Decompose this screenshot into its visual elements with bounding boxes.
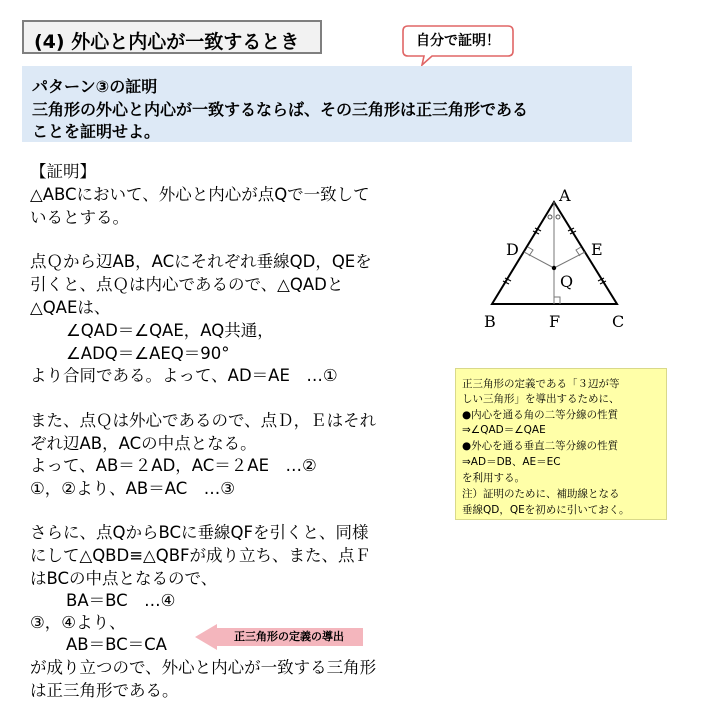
proof-line: 引くと、点Ｑは内心であるので、△QADと xyxy=(30,275,344,294)
proof-line: より合同である。よって、AD＝AE …① xyxy=(30,366,338,385)
proof-line: よって、AB＝２AD，AC＝２AE …② xyxy=(30,456,317,475)
problem-line-1: 三角形の外心と内心が一致するならば、その三角形は正三角形である xyxy=(32,100,529,119)
definition-arrow xyxy=(195,624,363,650)
note-box xyxy=(455,368,667,520)
section-title-box xyxy=(22,20,322,54)
proof-line: にして△QBD≡△QBFが成り立ち、また、点Ｆ xyxy=(30,546,372,565)
proof-line: AB＝BC＝CA xyxy=(66,635,167,654)
point-label-f: F xyxy=(549,312,561,331)
callout-bubble xyxy=(402,25,514,57)
section-title: (4) 外心と内心が一致するとき xyxy=(34,31,300,53)
proof-line: ∠QAD＝∠QAE，AQ共通， xyxy=(66,321,274,340)
note-line: ⇒∠QAD＝∠QAE xyxy=(462,424,546,436)
arrow-label: 正三角形の定義の導出 xyxy=(234,630,344,643)
proof-line: ぞれ辺AB，ACの中点となる。 xyxy=(30,434,257,453)
note-line: ●内心を通る角の二等分線の性質 xyxy=(462,409,619,421)
point-label-e: E xyxy=(591,240,603,259)
proof-line: また、点Ｑは外心であるので、点Ｄ，Ｅはそれ xyxy=(30,411,377,430)
note-line: 注）証明のために、補助線となる xyxy=(462,488,620,500)
triangle-diagram xyxy=(470,180,650,340)
proof-line: ∠ADQ＝∠AEQ＝90° xyxy=(66,344,230,363)
note-line: を利用する。 xyxy=(462,472,525,484)
vertex-label-b: B xyxy=(484,312,496,331)
proof-line: ①，②より、AB＝AC …③ xyxy=(30,479,236,498)
proof-line: BA＝BC …④ xyxy=(66,591,176,610)
note-line: 正三角形の定義である「３辺が等 xyxy=(462,378,620,390)
proof-line: △QAEは、 xyxy=(30,298,111,317)
pattern-heading: パターン③の証明 xyxy=(32,77,158,96)
callout-label: 自分で証明！ xyxy=(416,33,500,49)
vertex-label-c: C xyxy=(612,312,625,331)
proof-line: が成り立つので、外心と内心が一致する三角形 xyxy=(30,658,377,677)
proof-line: △ABCにおいて、外心と内心が点Qで一致して xyxy=(30,185,370,204)
note-line: しい三角形」を導出するために、 xyxy=(462,393,620,405)
note-line: 垂線QD，QEを初めに引いておく。 xyxy=(462,504,630,516)
vertex-label-a: A xyxy=(559,186,571,205)
note-line: ●外心を通る垂直二等分線の性質 xyxy=(462,440,619,452)
proof-line: 【証明】 xyxy=(30,162,96,181)
point-label-d: D xyxy=(506,240,519,259)
point-label-q: Q xyxy=(560,272,574,291)
proof-line: ③，④より、 xyxy=(30,613,126,632)
problem-line-2: ことを証明せよ。 xyxy=(32,122,161,141)
proof-line: 点Ｑから辺AB，ACにそれぞれ垂線QD，QEを xyxy=(30,252,372,271)
problem-statement xyxy=(22,66,632,142)
proof-line: は正三角形である。 xyxy=(30,681,179,700)
proof-line: さらに、点QからBCに垂線QFを引くと、同様 xyxy=(30,523,369,542)
note-line: ⇒AD＝DB、AE＝EC xyxy=(462,456,561,468)
proof-line: いるとする。 xyxy=(30,208,129,227)
proof-line: はBCの中点となるので、 xyxy=(30,569,218,588)
